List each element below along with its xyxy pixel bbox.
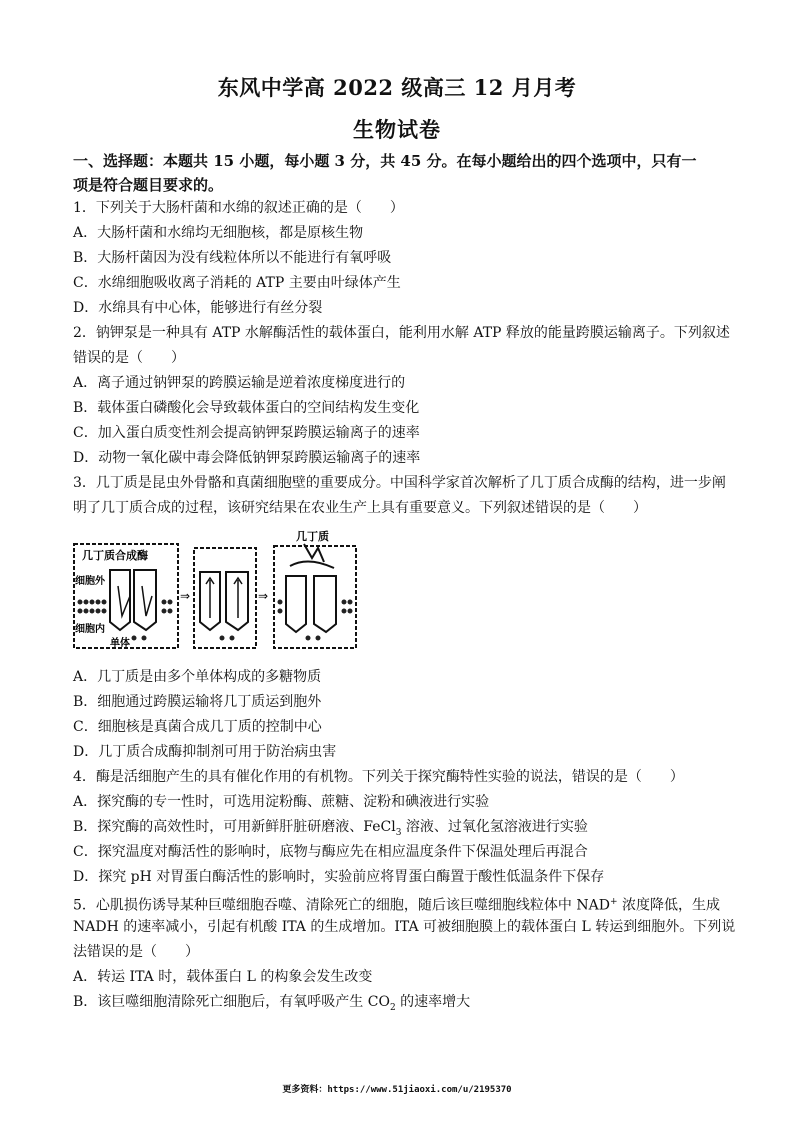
chitin-synthase-figure — [72, 526, 358, 650]
q5-stem-line2: NADH 的速率减小，引起有机酸 ITA 的生成增加。ITA 可被细胞膜上的载体蛋白 L 转运到细胞外。下列说 — [73, 919, 736, 935]
q4-option-b: B．探究酶的高效性时，可用新鲜肝脏研磨液、FeCl$_3$ 溶液、过氧化氢溶液进行实验 — [73, 819, 588, 838]
q1-option-b: B．大肠杆菌因为没有线粒体所以不能进行有氧呼吸 — [73, 250, 392, 266]
label-enzyme: 几丁质合成酶 — [82, 549, 148, 562]
section-heading-line1: 一、选择题：本题共 15 小题，每小题 3 分，共 45 分。在每小题给出的四个选项中，只有一 — [73, 152, 697, 170]
q2-option-c: C．加入蛋白质变性剂会提高钠钾泵跨膜运输离子的速率 — [73, 425, 420, 441]
q3-option-c: C．细胞核是真菌合成几丁质的控制中心 — [73, 719, 322, 735]
q4-stem: 4．酶是活细胞产生的具有催化作用的有机物。下列关于探究酶特性实验的说法，错误的是（ ） — [73, 769, 684, 785]
q2-option-d: D．动物一氧化碳中毒会降低钠钾泵跨膜运输离子的速率 — [73, 450, 421, 466]
q3-option-d: D．几丁质合成酶抑制剂可用于防治病虫害 — [73, 744, 337, 760]
q1-option-a: A．大肠杆菌和水绵均无细胞核，都是原核生物 — [73, 225, 364, 241]
q5-stem-line3: 法错误的是（ ） — [73, 944, 199, 960]
label-inside: 细胞内 — [75, 624, 105, 635]
footer-link[interactable]: 更多资料：https://www.51jiaoxi.com/u/2195370 — [282, 1085, 512, 1095]
q5-option-b: B．该巨噬细胞清除死亡细胞后，有氧呼吸产生 $CO_2$ 的速率增大 — [73, 994, 471, 1013]
q2-option-a: A．离子通过钠钾泵的跨膜运输是逆着浓度梯度进行的 — [73, 375, 406, 391]
q1-option-c: C．水绵细胞吸收离子消耗的 ATP 主要由叶绿体产生 — [73, 275, 401, 291]
q3-option-a: A．几丁质是由多个单体构成的多糖物质 — [73, 669, 322, 685]
q3-stem-line2: 明了几丁质合成的过程，该研究结果在农业生产上具有重要意义。下列叙述错误的是（ ） — [73, 500, 647, 516]
exam-subject: 生物试卷 — [353, 117, 441, 142]
q2-stem-line1: 2．钠钾泵是一种具有 ATP 水解酶活性的载体蛋白，能利用水解 ATP 释放的能量跨膜运输离子。下列叙述 — [73, 325, 730, 341]
q4-option-a: A．探究酶的专一性时，可选用淀粉酶、蔗糖、淀粉和碘液进行实验 — [73, 794, 490, 810]
exam-title: 东风中学高 2022 级高三 12 月月考 — [217, 75, 577, 100]
section-heading-line2: 项是符合题目要求的。 — [73, 176, 224, 194]
q3-option-b: B．细胞通过跨膜运输将几丁质运到胞外 — [73, 694, 322, 710]
q4-option-c: C．探究温度对酶活性的影响时，底物与酶应先在相应温度条件下保温处理后再混合 — [73, 844, 588, 860]
label-monomer: 单体 — [110, 638, 130, 649]
q3-stem-line1: 3．几丁质是昆虫外骨骼和真菌细胞壁的重要成分。中国科学家首次解析了几丁质合成酶的结构，进一步阐 — [73, 475, 726, 491]
q2-stem-line2: 错误的是（ ） — [73, 350, 185, 366]
label-chitin: 几丁质 — [296, 530, 329, 543]
q1-option-d: D．水绵具有中心体，能够进行有丝分裂 — [73, 300, 323, 316]
label-outside: 细胞外 — [75, 576, 105, 587]
q4-option-d: D．探究 pH 对胃蛋白酶活性的影响时，实验前应将胃蛋白酶置于酸性低温条件下保存 — [73, 869, 605, 885]
svg-text:⇒: ⇒ — [180, 589, 191, 603]
q2-option-b: B．载体蛋白磷酸化会导致载体蛋白的空间结构发生变化 — [73, 400, 420, 416]
q5-stem-line1: 5．心肌损伤诱导某种巨噬细胞吞噬、清除死亡的细胞，随后该巨噬细胞线粒体中 NAD+ 浓度降低，生成 — [73, 897, 720, 914]
svg-text:⇒: ⇒ — [258, 589, 269, 603]
q5-option-a: A．转运 ITA 时，载体蛋白 L 的构象会发生改变 — [73, 969, 373, 985]
q1-stem: 1．下列关于大肠杆菌和水绵的叙述正确的是（ ） — [73, 200, 404, 216]
